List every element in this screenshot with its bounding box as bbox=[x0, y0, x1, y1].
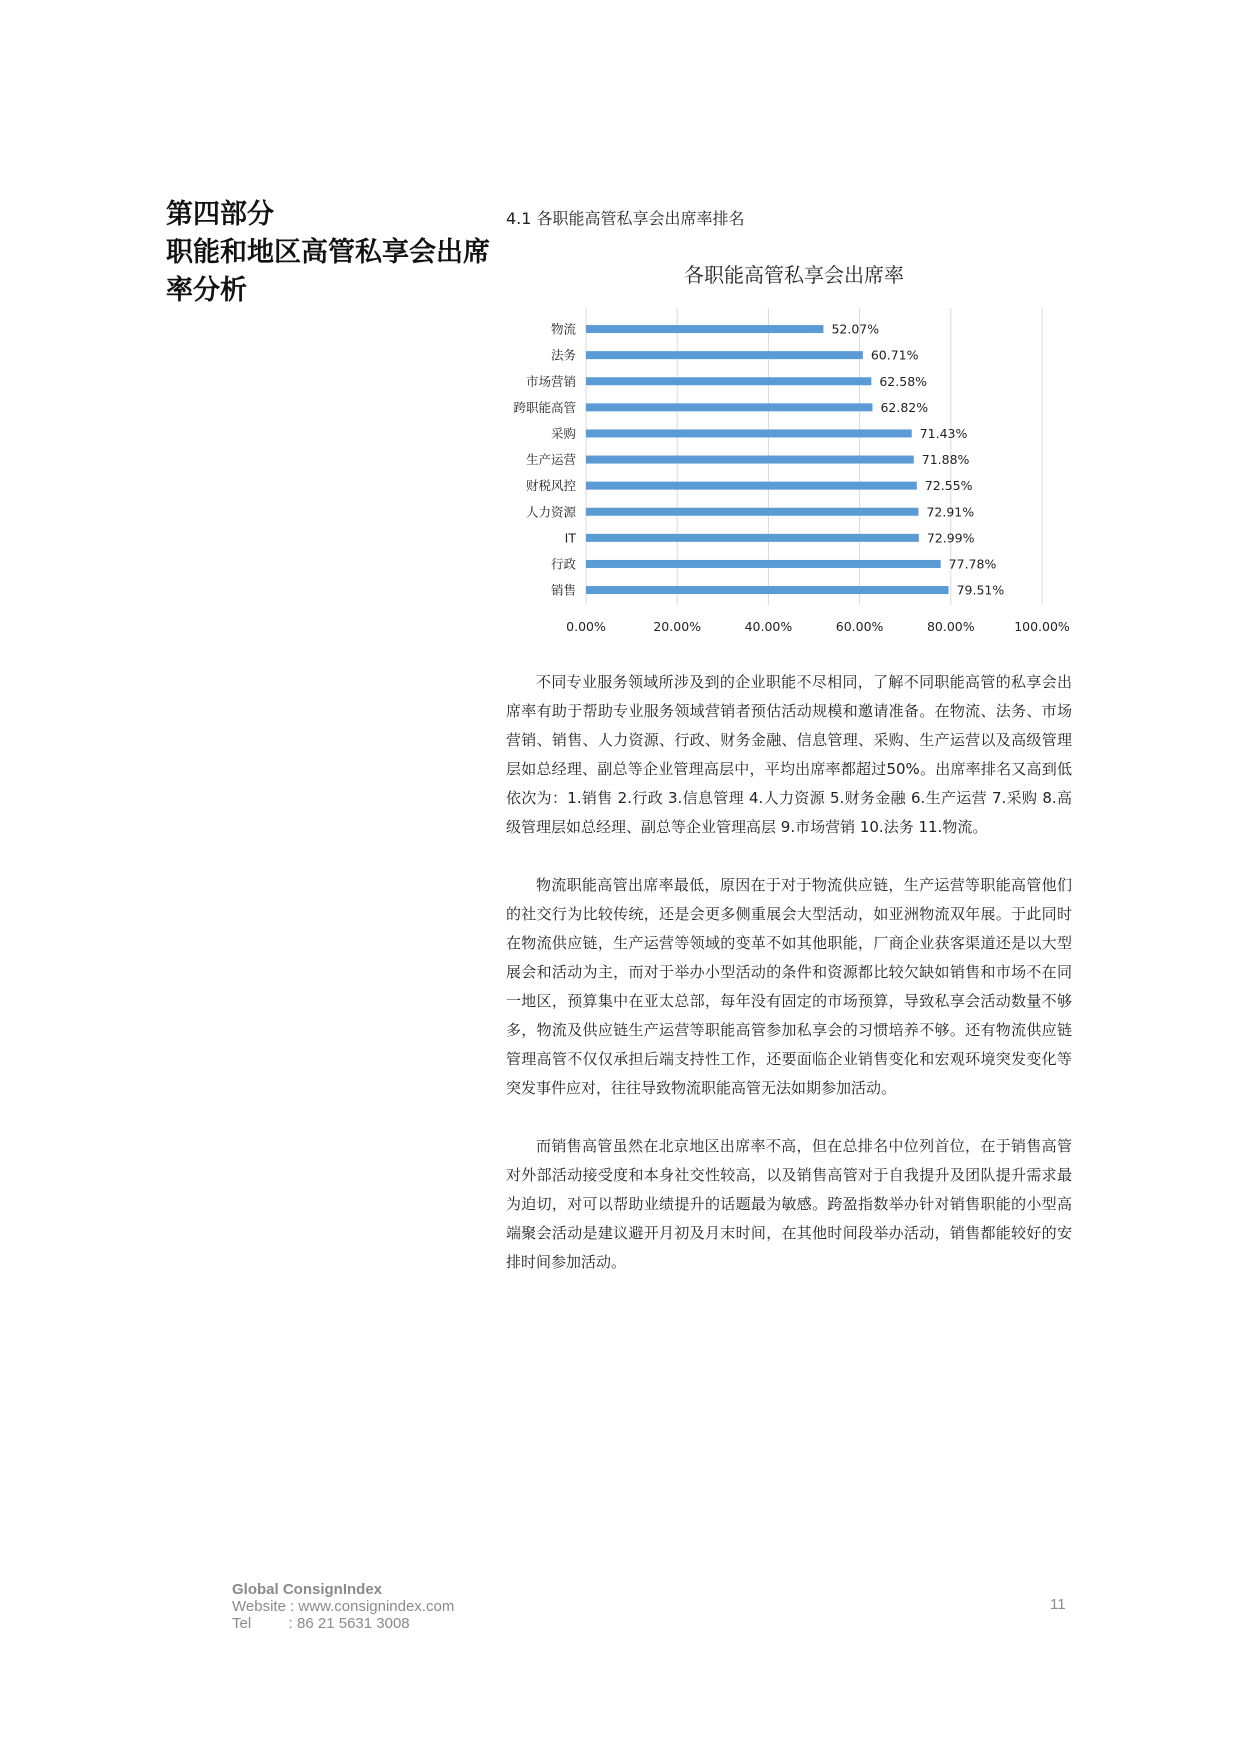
paragraph: 物流职能高管出席率最低，原因在于对于物流供应链，生产运营等职能高管他们的社交行为比较传统，还是会更多侧重展会大型活动，如亚洲物流双年展。于此同时在物流供应链，生产运营等领域的变革不如其他职能，厂商企业获客渠道还是以大型展会和活动为主，而对于举办小型活动的条件和资源都比较欠缺如销售和市场不在同一地区，预算集中在亚太总部，每年没有固定的市场预算，导致私享会活动数量不够多，物流及供应链生产运营等职能高管参加私享会的习惯培养不够。还有物流供应链管理高管不仅仅承担后端支持性工作，还要面临企业销售变化和宏观环境突发变化等突发事件应对，往往导致物流职能高管无法如期参加活动。 bbox=[506, 876, 1072, 1097]
category-label: 物流 bbox=[550, 321, 576, 337]
section-title-line: 第四部分 bbox=[166, 199, 274, 230]
section-title bbox=[166, 196, 490, 310]
value-label: 62.58% bbox=[879, 373, 928, 389]
bar bbox=[586, 456, 914, 464]
value-label: 72.91% bbox=[926, 504, 975, 520]
value-label: 77.78% bbox=[948, 556, 997, 572]
footer-tel: Tel : 86 21 5631 3008 bbox=[232, 1615, 410, 1632]
category-label: 销售 bbox=[550, 582, 576, 598]
value-label: 72.55% bbox=[924, 478, 973, 494]
bar-chart bbox=[496, 256, 1086, 635]
value-label: 62.82% bbox=[880, 399, 929, 415]
bar bbox=[586, 351, 863, 359]
paragraph: 而销售高管虽然在北京地区出席率不高，但在总排名中位列首位，在于销售高管对外部活动接受度和本身社交性较高，以及销售高管对于自我提升及团队提升需求最为迫切，对可以帮助业绩提升的话题最为敏感。跨盈指数举办针对销售职能的小型高端聚会活动是建议避开月初及月末时间，在其他时间段举办活动，销售都能较好的安排时间参加活动。 bbox=[506, 1137, 1072, 1271]
bar bbox=[586, 508, 918, 516]
value-label: 71.43% bbox=[919, 425, 968, 441]
bar bbox=[586, 560, 941, 568]
bar bbox=[586, 534, 919, 542]
x-tick-label: 100.00% bbox=[1014, 619, 1070, 635]
category-label: 跨职能高管 bbox=[513, 399, 576, 415]
section-title-line: 率分析 bbox=[166, 275, 247, 306]
sub-heading: 4.1 各职能高管私享会出席率排名 bbox=[506, 209, 745, 228]
category-label: 市场营销 bbox=[525, 373, 576, 389]
bar bbox=[586, 586, 949, 594]
footer bbox=[232, 1581, 454, 1632]
bar bbox=[586, 377, 871, 385]
value-label: 71.88% bbox=[921, 452, 970, 468]
category-label: 人力资源 bbox=[525, 504, 576, 520]
footer-website: Website : www.consignindex.com bbox=[232, 1598, 455, 1615]
bar bbox=[586, 325, 823, 333]
category-label: 行政 bbox=[550, 556, 576, 572]
value-label: 60.71% bbox=[870, 347, 919, 363]
footer-brand: Global ConsignIndex bbox=[232, 1581, 383, 1598]
category-label: 采购 bbox=[550, 425, 576, 441]
x-tick-label: 0.00% bbox=[566, 619, 606, 635]
category-label: IT bbox=[564, 530, 576, 546]
category-label: 财税风控 bbox=[525, 478, 576, 494]
bar bbox=[586, 403, 872, 411]
value-label: 79.51% bbox=[956, 582, 1005, 598]
category-label: 法务 bbox=[550, 347, 576, 363]
bar-chart-svg bbox=[496, 256, 1086, 635]
body-text bbox=[506, 668, 1072, 1306]
value-label: 52.07% bbox=[831, 321, 880, 337]
x-tick-label: 60.00% bbox=[835, 619, 884, 635]
value-label: 72.99% bbox=[926, 530, 975, 546]
bar bbox=[586, 482, 917, 490]
x-tick-label: 40.00% bbox=[744, 619, 793, 635]
section-title-line: 职能和地区高管私享会出席 bbox=[166, 237, 490, 268]
chart-title: 各职能高管私享会出席率 bbox=[684, 263, 904, 287]
x-tick-label: 80.00% bbox=[926, 619, 975, 635]
paragraph: 不同专业服务领域所涉及到的企业职能不尽相同，了解不同职能高管的私享会出席率有助于帮助专业服务领域营销者预估活动规模和邀请准备。在物流、法务、市场营销、销售、人力资源、行政、财务金融、信息管理、采购、生产运营以及高级管理层如总经理、副总等企业管理高层中，平均出席率都超过50%。出席率排名又高到低依次为：1.销售 2.行政 3.信息管理 4.人力资源 5.财务金融 6.生产运营 7.采购 8.高级管理层如总经理、副总等企业管理高层 9.市场营销 10.法务 11.物流。 bbox=[506, 673, 1072, 836]
x-tick-label: 20.00% bbox=[653, 619, 702, 635]
category-label: 生产运营 bbox=[525, 452, 576, 468]
page-number: 11 bbox=[1050, 1596, 1066, 1613]
bar bbox=[586, 429, 912, 437]
